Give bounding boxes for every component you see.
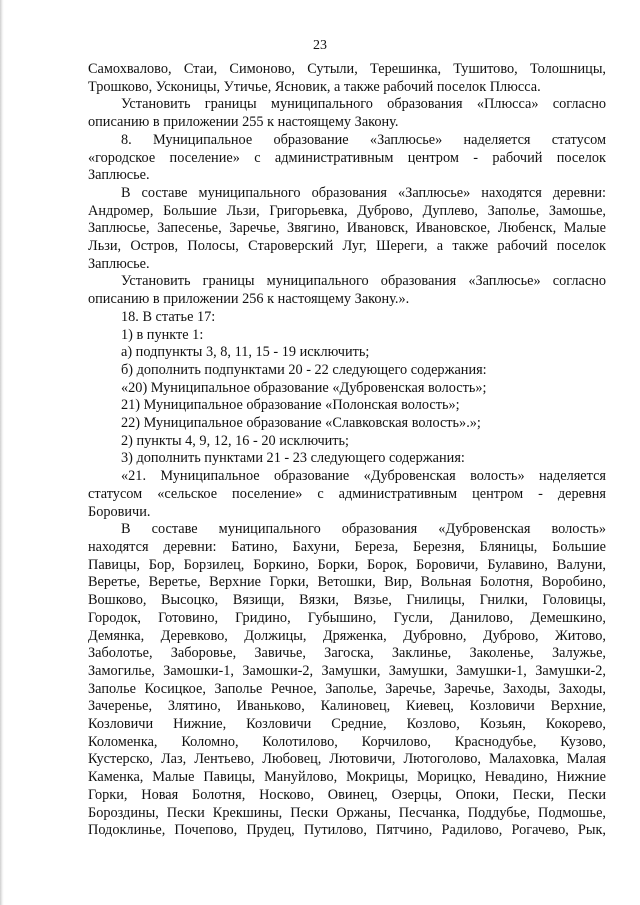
- text-line: Заполье Косицкое, Заполье Речное, Заполье, Заречье, Заречье, Заходы, Заходы,: [88, 680, 606, 697]
- text-line: Зачеренье, Злятино, Иваньково, Калиновец, Киевец, Козловичи Верхние,: [88, 698, 606, 715]
- text-line: 18. В статье 17:: [121, 308, 216, 325]
- text-line: Заболотье, Заборовье, Завичье, Загоска, Заклинье, Заколенье, Залужье,: [88, 645, 606, 662]
- text-line: статусом «сельское поселение» с административным центром - деревня: [88, 485, 606, 502]
- text-line: находятся деревни: Батино, Бахуни, Береза, Березня, Бляницы, Большие: [88, 538, 606, 555]
- text-line: Каменка, Малые Павицы, Мануйлово, Мокрицы, Морицко, Невадино, Нижние: [88, 769, 606, 786]
- text-line: «городское поселение» с административным центром - рабочий поселок: [88, 149, 606, 166]
- text-line: Заплюсье, Запесенье, Заречье, Звягино, Ивановск, Ивановское, Любенск, Малые: [88, 220, 606, 237]
- text-line: а) подпункты 3, 8, 11, 15 - 19 исключить;: [121, 344, 370, 361]
- text-line: В составе муниципального образования «Заплюсье» находятся деревни:: [121, 184, 606, 201]
- text-line: Трошково, Усконицы, Утичье, Ясновик, а также рабочий поселок Плюсса.: [88, 78, 541, 95]
- text-line: Замогилье, Замошки-1, Замошки-2, Замушки, Замушки, Замушки-1, Замушки-2,: [88, 662, 606, 679]
- text-line: 2) пункты 4, 9, 12, 16 - 20 исключить;: [121, 432, 350, 449]
- text-line: Установить границы муниципального образования «Плюсса» согласно: [121, 96, 606, 113]
- text-line: Веретье, Веретье, Верхние Горки, Ветошки, Вир, Вольная Болотня, Воробино,: [88, 574, 606, 591]
- text-line: Городок, Готовино, Гридино, Губышино, Гусли, Данилово, Демешкино,: [88, 609, 606, 626]
- text-line: Подоклинье, Почепово, Прудец, Путилово, Пятчино, Радилово, Рогачево, Рык,: [88, 822, 606, 839]
- text-line: Кустерско, Лаз, Лентьево, Любовец, Лютовичи, Лютоголово, Малаховка, Малая: [88, 751, 606, 768]
- page-edge-shadow: [0, 0, 4, 905]
- text-line: 22) Муниципальное образование «Славковская волость».»;: [121, 415, 481, 432]
- text-line: 1) в пункте 1:: [121, 326, 204, 343]
- text-line: Бороздины, Пески Крекшины, Пески Оржаны, Песчанка, Поддубье, Подмошье,: [88, 804, 606, 821]
- text-line: В составе муниципального образования «Дубровенская волость»: [121, 521, 606, 538]
- text-line: Заплюсье.: [88, 255, 150, 272]
- document-body: [88, 61, 606, 840]
- text-line: 21) Муниципальное образование «Полонская волость»;: [121, 397, 460, 414]
- text-line: 8. Муниципальное образование «Заплюсье» наделяется статусом: [121, 131, 606, 148]
- page-number: 23: [313, 38, 327, 53]
- text-line: «21. Муниципальное образование «Дубровенская волость» наделяется: [121, 468, 606, 485]
- text-line: Коломенка, Коломно, Колотилово, Корчилово, Краснодубье, Кузово,: [88, 733, 606, 750]
- text-line: описанию в приложении 255 к настоящему Закону.: [88, 114, 399, 131]
- text-line: Вошково, Высоцко, Вязищи, Вязки, Вязье, Гнилицы, Гнилки, Головицы,: [88, 592, 606, 609]
- text-line: Льзи, Остров, Полосы, Староверский Луг, Шереги, а также рабочий поселок: [88, 238, 606, 255]
- text-line: б) дополнить подпунктами 20 - 22 следующего содержания:: [121, 361, 487, 378]
- text-line: Самохвалово, Стаи, Симоново, Сутыли, Терешинка, Тушитово, Толошницы,: [88, 61, 606, 77]
- text-line: Козловичи Нижние, Козловичи Средние, Козлово, Козьян, Кокорево,: [88, 716, 606, 733]
- text-line: описанию в приложении 256 к настоящему Закону.».: [88, 291, 410, 308]
- text-line: Установить границы муниципального образования «Заплюсье» согласно: [121, 273, 606, 290]
- text-line: Заплюсье.: [88, 167, 150, 184]
- text-line: Боровичи.: [88, 503, 151, 520]
- text-line: Горки, Новая Болотня, Носково, Овинец, Озерцы, Опоки, Пески, Пески: [88, 786, 606, 803]
- text-line: Павицы, Бор, Борзилец, Боркино, Борки, Борок, Боровичи, Булавино, Валуни,: [88, 556, 606, 573]
- text-line: «20) Муниципальное образование «Дубровенская волость»;: [121, 379, 487, 396]
- text-line: Демянка, Деревково, Должицы, Дряженка, Дубровно, Дуброво, Житово,: [88, 627, 606, 644]
- text-line: 3) дополнить пунктами 21 - 23 следующего содержания:: [121, 450, 465, 467]
- text-line: Андромер, Большие Льзи, Григорьевка, Дуброво, Дуплево, Заполье, Замошье,: [88, 202, 606, 219]
